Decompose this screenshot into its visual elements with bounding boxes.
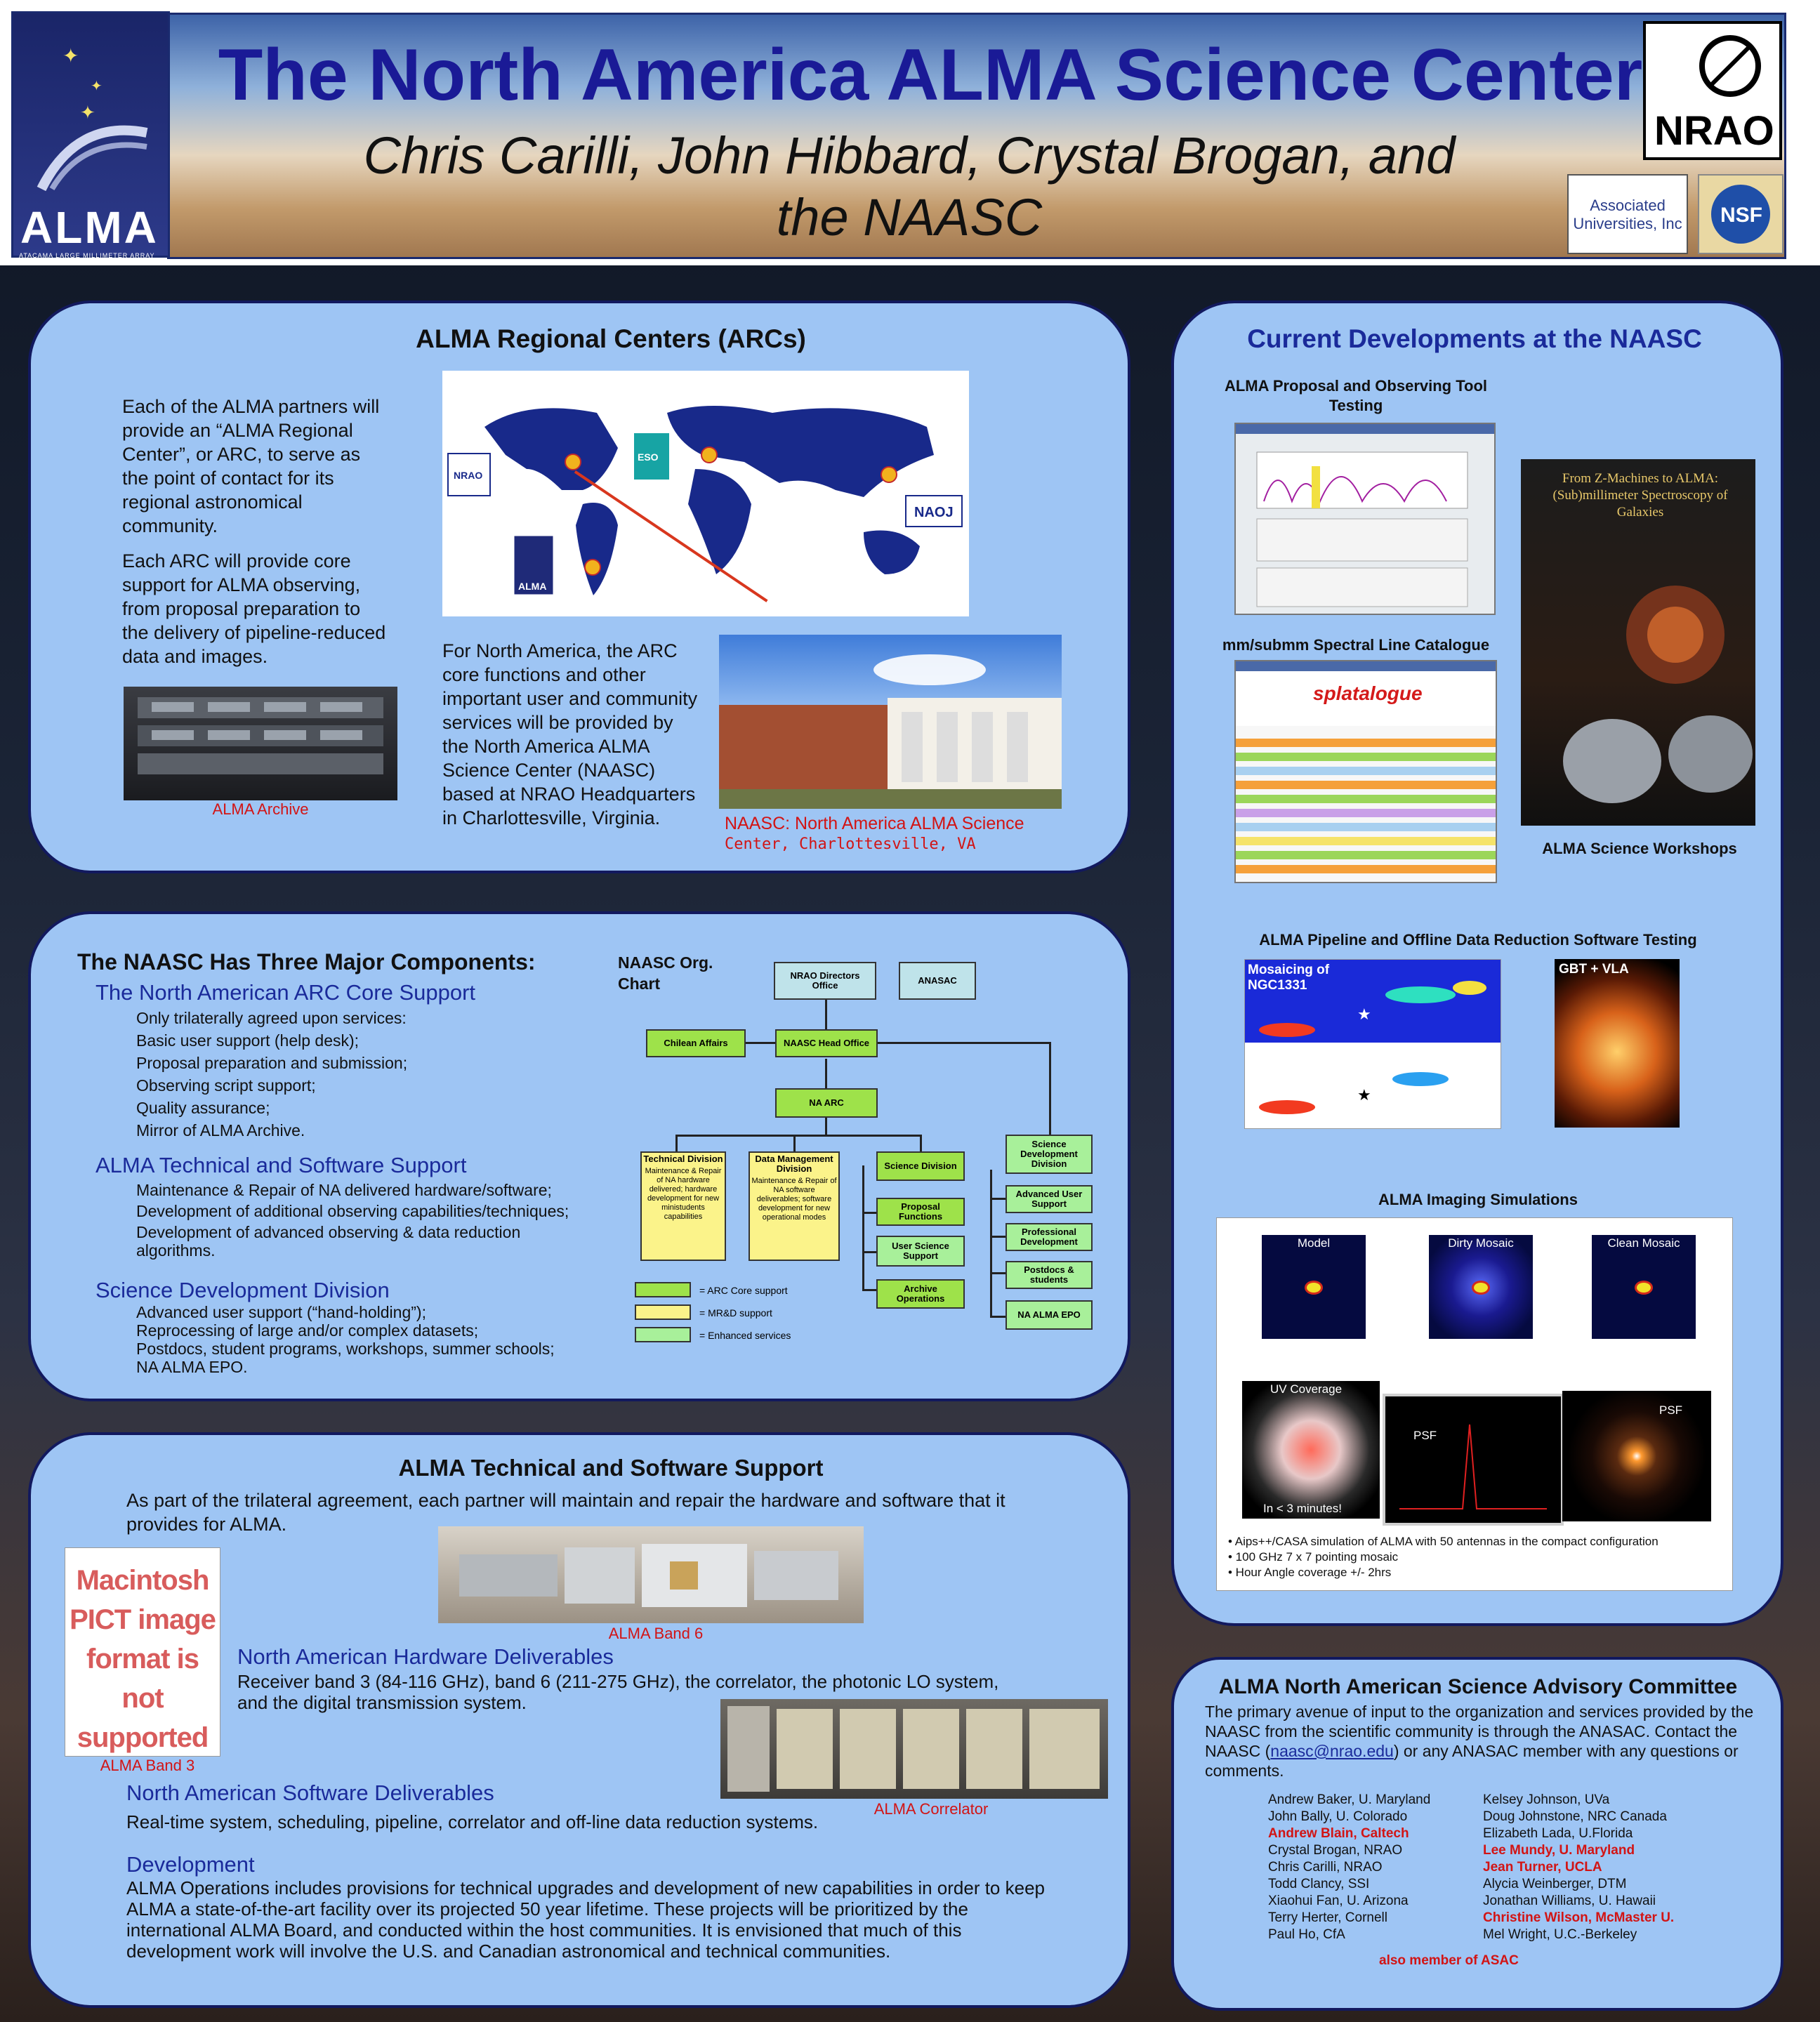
- arcs-intro: Each of the ALMA partners will provide an “ALMA Regional Center”, or ARC, to serve as the point of contact for its regional astronomical community.: [122, 396, 380, 536]
- legend-swatch-enhanced: [635, 1327, 691, 1342]
- org-line: [862, 1251, 876, 1253]
- org-box-advanced: Advanced User Support: [1005, 1185, 1093, 1213]
- current-title: Current Developments at the NAASC: [1247, 324, 1702, 353]
- org-dm-desc: Maintenance & Repair of NA software deliverables; software development for new operational modes: [751, 1177, 837, 1222]
- org-line: [675, 1135, 921, 1137]
- core-support-heading: The North American ARC Core Support: [95, 980, 476, 1005]
- org-box-directors: NRAO Directors Office: [774, 962, 876, 1000]
- anasac-members-col-2: [1483, 1792, 1674, 1943]
- list-item: Advanced user support (“hand-holding”);: [136, 1303, 426, 1321]
- anasac-title: ALMA North American Science Advisory Committee: [1218, 1675, 1738, 1698]
- gbt-vla-label: GBT + VLA: [1559, 962, 1629, 977]
- org-line: [825, 1118, 827, 1135]
- org-line: [862, 1289, 876, 1291]
- map-alma-label: ALMA: [518, 581, 547, 592]
- uv-time-label: In < 3 minutes!: [1263, 1502, 1342, 1515]
- pict-placeholder-text: Macintosh PICT image format is not supported: [70, 1565, 216, 1753]
- member-item: Chris Carilli, NRAO: [1268, 1860, 1383, 1875]
- tech-intro: As part of the trilateral agreement, each partner will maintain and repair the hardware and software that it provides for ALMA.: [126, 1490, 1005, 1535]
- list-item: Postdocs, student programs, workshops, summer schools;: [136, 1340, 555, 1358]
- psf-image: [1562, 1391, 1711, 1521]
- archive-photo: [124, 687, 397, 800]
- member-item: John Bally, U. Colorado: [1268, 1809, 1408, 1824]
- org-box-professional: Professional Development: [1005, 1223, 1093, 1251]
- org-line: [675, 1135, 678, 1151]
- poster-authors: [295, 125, 1524, 249]
- authors-line-2: the NAASC: [776, 188, 1043, 246]
- sim-source: [1637, 1283, 1651, 1293]
- naasc-caption: [725, 813, 1090, 855]
- org-box-postdocs: Postdocs & students: [1005, 1261, 1093, 1289]
- uv-label: UV Coverage: [1270, 1382, 1343, 1396]
- svg-text:✦: ✦: [80, 103, 95, 124]
- member-item: Kelsey Johnson, UVa: [1483, 1792, 1610, 1807]
- list-item: Development of additional observing capabilities/techniques;: [136, 1202, 569, 1220]
- nsf-logo: [1698, 174, 1783, 254]
- tech-support-heading: ALMA Technical and Software Support: [95, 1153, 467, 1177]
- band3-caption: ALMA Band 3: [100, 1757, 195, 1774]
- list-item: algorithms.: [136, 1241, 216, 1260]
- org-box-science: Science Division: [876, 1151, 965, 1181]
- org-box-proposal: Proposal Functions: [876, 1198, 965, 1226]
- workshop-poster-title: From Z-Machines to ALMA: (Sub)millimeter Spectroscopy of Galaxies: [1552, 471, 1728, 520]
- psf-label-2: PSF: [1659, 1403, 1683, 1417]
- list-item: • Hour Angle coverage +/- 2hrs: [1228, 1566, 1392, 1579]
- org-line: [862, 1165, 864, 1289]
- aui-logo: [1567, 174, 1688, 254]
- sim-dirty-label: Dirty Mosaic: [1448, 1236, 1514, 1250]
- svg-text:✦: ✦: [91, 77, 103, 94]
- naasc-building-photo: [719, 635, 1062, 809]
- org-box-head: NAASC Head Office: [775, 1029, 878, 1057]
- arcs-north-america: For North America, the ARC core functions and other important user and community services will be provided by the North America ALMA Science Center (NAASC) based at NRAO Headquarters in Charlottesville, Virginia.: [442, 640, 698, 828]
- sim-source: [1474, 1283, 1488, 1293]
- core-support-list: [136, 1007, 407, 1142]
- world-map: [442, 371, 969, 616]
- list-item: Only trilaterally agreed upon services:: [136, 1009, 407, 1027]
- anasac-footnote: also member of ASAC: [1379, 1953, 1519, 1968]
- org-box-dm: [749, 1151, 840, 1261]
- hw-heading: North American Hardware Deliverables: [237, 1644, 614, 1669]
- pict-placeholder: [65, 1547, 220, 1757]
- tech-title: ALMA Technical and Software Support: [398, 1455, 824, 1481]
- org-box-tech: [640, 1151, 726, 1261]
- science-dev-list: [136, 1303, 555, 1376]
- member-item: Christine Wilson, McMaster U.: [1483, 1910, 1675, 1925]
- member-item: Alycia Weinberger, DTM: [1483, 1877, 1627, 1891]
- mosaic-image: [1244, 959, 1501, 1129]
- org-tech-label: Technical Division: [643, 1154, 723, 1164]
- nrao-logo-text: NRAO: [1654, 108, 1774, 154]
- member-item: Jonathan Williams, U. Hawaii: [1483, 1894, 1656, 1908]
- naasc-caption-line-1: NAASC: North America ALMA Science: [725, 814, 1024, 833]
- sim-model-label: Model: [1297, 1236, 1331, 1250]
- archive-caption: ALMA Archive: [212, 800, 309, 818]
- member-item: Todd Clancy, SSI: [1268, 1877, 1370, 1891]
- map-naoj-label: NAOJ: [914, 505, 954, 520]
- org-line: [746, 1042, 775, 1044]
- map-eso-label: ESO: [638, 451, 659, 463]
- sim-bullets: [1228, 1534, 1659, 1580]
- list-item: • 100 GHz 7 x 7 pointing mosaic: [1228, 1550, 1399, 1564]
- dev-text: ALMA Operations includes provisions for technical upgrades and development of new capabilities in order to keep ALMA a state-of-the-art facility over its projected 50 year lifetime. These projects will be prioritized by the international ALMA Board, and conducted within the host communities. It is envisioned that much of this development work will involve the U.S. and Canadian astronomical and technical communities.: [126, 1877, 1045, 1962]
- list-item: Quality assurance;: [136, 1099, 270, 1117]
- org-line: [862, 1212, 876, 1214]
- member-item: Terry Herter, Cornell: [1268, 1910, 1387, 1925]
- org-line: [920, 1135, 922, 1151]
- member-item: Mel Wright, U.C.-Berkeley: [1483, 1927, 1637, 1942]
- org-box-chilean: Chilean Affairs: [646, 1029, 746, 1057]
- correlator-caption: ALMA Correlator: [873, 1800, 989, 1818]
- org-tech-desc: Maintenance & Repair of NA hardware delivered; hardware development for new ministudents capabilities: [645, 1167, 722, 1221]
- org-line: [793, 1135, 796, 1151]
- gbt-vla-image: [1555, 959, 1680, 1128]
- member-item: Crystal Brogan, NRAO: [1268, 1843, 1403, 1858]
- legend-mrd: = MR&D support: [699, 1307, 772, 1319]
- legend-swatch-mrd: [635, 1304, 691, 1320]
- workshop-caption: ALMA Science Workshops: [1542, 840, 1737, 857]
- org-line: [990, 1170, 992, 1317]
- science-dev-heading: Science Development Division: [95, 1278, 390, 1302]
- pipeline-title: ALMA Pipeline and Offline Data Reduction Software Testing: [1259, 931, 1697, 949]
- org-line: [1049, 1042, 1051, 1135]
- member-item: Jean Turner, UCLA: [1483, 1860, 1602, 1875]
- svg-text:★: ★: [1357, 1006, 1371, 1024]
- splatalogue-screenshot: [1234, 660, 1497, 883]
- naasc-email-link[interactable]: naasc@nrao.edu: [1270, 1742, 1394, 1760]
- spec-title: mm/submm Spectral Line Catalogue: [1222, 636, 1490, 654]
- org-line: [990, 1316, 1005, 1318]
- svg-text:★: ★: [1357, 1087, 1371, 1104]
- arcs-title: ALMA Regional Centers (ARCs): [416, 324, 806, 353]
- sim-source: [1307, 1283, 1321, 1293]
- sim-clean-label: Clean Mosaic: [1607, 1236, 1680, 1250]
- dev-heading: Development: [126, 1852, 255, 1877]
- list-item: Observing script support;: [136, 1076, 316, 1095]
- org-box-na-arc: NA ARC: [775, 1088, 878, 1118]
- naasc-caption-line-2: Center, Charlottesville, VA: [725, 835, 976, 853]
- org-line: [990, 1198, 1005, 1200]
- legend-arc: = ARC Core support: [699, 1285, 788, 1296]
- imaging-title: ALMA Imaging Simulations: [1378, 1191, 1578, 1208]
- psf-profile-image: [1383, 1394, 1564, 1526]
- member-item: Andrew Baker, U. Maryland: [1268, 1792, 1431, 1807]
- band6-caption: ALMA Band 6: [608, 1625, 704, 1642]
- org-box-sdd: Science Development Division: [1005, 1135, 1093, 1174]
- workshop-poster: [1521, 459, 1755, 826]
- hw-text: Receiver band 3 (84-116 GHz), band 6 (211-275 GHz), the correlator, the photonic LO system, and the digital transmission system.: [237, 1671, 999, 1713]
- sw-text: Real-time system, scheduling, pipeline, correlator and off-line data reduction systems.: [126, 1811, 819, 1832]
- nrao-logo: [1643, 21, 1782, 160]
- components-title: The NAASC Has Three Major Components:: [77, 949, 536, 974]
- arcs-core-support: Each ARC will provide core support for ALMA observing, from proposal preparation to the delivery of pipeline-reduced data and images.: [122, 550, 386, 667]
- list-item: Basic user support (help desk);: [136, 1031, 360, 1050]
- mosaic-label: Mosaicing of NGC1331: [1248, 963, 1330, 993]
- legend-enhanced: = Enhanced services: [699, 1330, 791, 1341]
- alma-logo: [11, 11, 170, 258]
- member-item: Lee Mundy, U. Maryland: [1483, 1843, 1635, 1858]
- sw-heading: North American Software Deliverables: [126, 1780, 494, 1805]
- org-box-anasac: ANASAC: [899, 962, 976, 1000]
- list-item: Reprocessing of large and/or complex datasets;: [136, 1321, 479, 1340]
- org-line: [825, 998, 827, 1029]
- anasac-text-start: The primary avenue of input to the organization and services provided by the NAASC from the scientific community is through the ANASAC. Contact the NAASC (: [1205, 1703, 1754, 1760]
- list-item: Proposal preparation and submission;: [136, 1054, 408, 1072]
- map-nrao-label: NRAO: [454, 470, 483, 481]
- member-item: Xiaohui Fan, U. Arizona: [1268, 1894, 1409, 1908]
- list-item: • Aips++/CASA simulation of ALMA with 50 antennas in the compact configuration: [1228, 1535, 1659, 1548]
- nsf-logo-text: NSF: [1720, 204, 1762, 227]
- member-item: Doug Johnstone, NRC Canada: [1483, 1809, 1667, 1824]
- org-line: [878, 1042, 1050, 1044]
- opt-title: ALMA Proposal and Observing Tool Testing: [1224, 377, 1488, 414]
- anasac-text: [1205, 1702, 1760, 1780]
- authors-line-1: Chris Carilli, John Hibbard, Crystal Brogan, and: [363, 126, 1456, 185]
- band6-photo: [438, 1526, 864, 1623]
- correlator-photo: [720, 1699, 1108, 1799]
- aui-logo-text: Associated Universities, Inc: [1573, 197, 1682, 232]
- member-item: Elizabeth Lada, U.Florida: [1483, 1826, 1633, 1841]
- member-item: Andrew Blain, Caltech: [1268, 1826, 1409, 1841]
- opt-screenshot: [1234, 423, 1496, 615]
- member-item: Paul Ho, CfA: [1268, 1927, 1345, 1942]
- org-box-user-science: User Science Support: [876, 1236, 965, 1267]
- org-line: [990, 1236, 1005, 1238]
- splatalogue-logo: splatalogue: [1313, 682, 1423, 704]
- list-item: Maintenance & Repair of NA delivered hardware/software;: [136, 1181, 552, 1199]
- list-item: NA ALMA EPO.: [136, 1358, 248, 1376]
- poster-title: The North America ALMA Science Center: [218, 34, 1643, 116]
- alma-logo-subtitle: ATACAMA LARGE MILLIMETER ARRAY: [19, 252, 155, 259]
- svg-text:✦: ✦: [62, 44, 79, 67]
- org-chart-title: NAASC Org. Chart: [618, 953, 713, 993]
- list-item: Development of advanced observing & data reduction: [136, 1223, 521, 1241]
- uv-coverage-image: [1242, 1381, 1380, 1519]
- alma-logo-text: ALMA: [20, 202, 159, 253]
- list-item: Mirror of ALMA Archive.: [136, 1121, 305, 1139]
- org-dm-label: Data Management Division: [755, 1154, 833, 1174]
- legend-swatch-arc: [635, 1282, 691, 1297]
- org-box-archive: Archive Operations: [876, 1279, 965, 1309]
- anasac-members-col-1: [1268, 1792, 1430, 1943]
- org-line: [990, 1272, 1005, 1274]
- tech-support-list: [136, 1180, 569, 1258]
- org-line: [825, 1059, 827, 1088]
- anasac-text-end: ) or any ANASAC member with any questions or comments.: [1205, 1742, 1739, 1780]
- org-box-epo: NA ALMA EPO: [1005, 1300, 1093, 1330]
- psf-label: PSF: [1413, 1429, 1437, 1442]
- imaging-simulations-figure: [1216, 1217, 1733, 1591]
